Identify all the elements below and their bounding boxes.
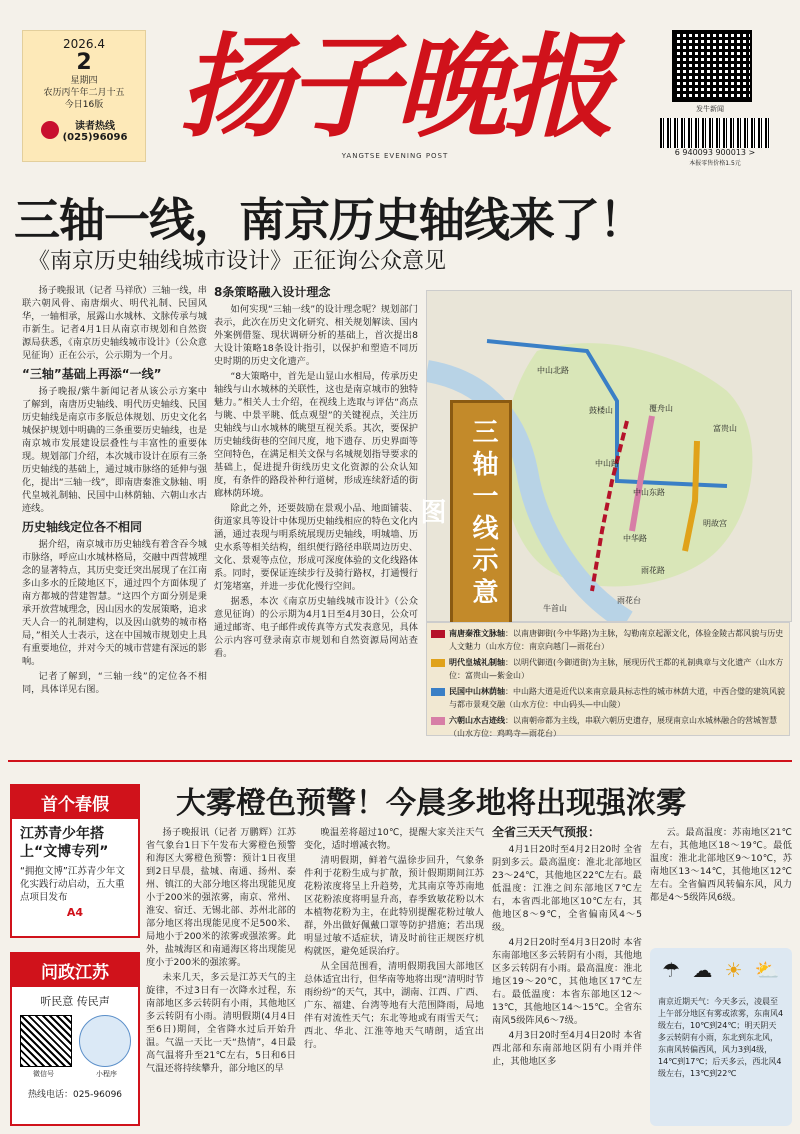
fog-article-col4 <box>650 826 792 944</box>
qr-label: 微信号 <box>33 1070 54 1078</box>
article-paragraph: 据悉，本次《南京历史轴线城市设计》（公众意见征询）的公示期为4月1日至4月30日，公众可通过邮寄、电子邮件或传真等方式发表意见，具体公示内容可登录南京市规划和自然资源局网站查看。 <box>214 596 418 659</box>
article-paragraph: 未来几天，多云是江苏天气的主旋律，不过3日有一次降水过程，东南部地区多云转阴有小雨，其他地区多云转阴有小雨。清明假期(4月4日至6日)期间，全省降水过后开始升温。气温一天比一天“热情”，4日最高气温将升至21℃左右，5日和6日气温还将持续攀升，部分地区的早 <box>146 972 296 1074</box>
article-paragraph: 据介绍，南京城市历史轴线有着含吞今城市脉络，呼应山水城林格局，交融中西营城理念的显著特点，其历史变迁突出展现了在江南多山多水的丘陵地区下，通过四个方面体现了南方都城的营建智慧。“这四个方面分别是秉承开放营城理念，因山因水的发展策略，追求天人合一的礼制建构，以及因山就势的城市格局，”相关人士表示，这在中国城市规划史上具有重要地位，并对今天的城市营建有深远的影响。 <box>22 539 207 667</box>
price-label: 本报零售价格1.5元 <box>689 160 741 167</box>
qr-code-label: 发牛新闻 <box>696 105 724 113</box>
article-paragraph: 扬子晚报/紫牛新闻记者从该公示方案中了解到，南唐历史轴线、明代历史轴线、民国历史轴线是南京市多版总体规划、历史文化名城保护规划中明确的三条重要历史轴线，也是南京城市发展建设层叠性与丰富性的重要体现。规划部门介绍，本次城市设计在原有三条历史轴线的基础上，通过城市脉络的延伸与强化，提出“三轴一线”，即南唐秦淮文脉轴、明代皇城礼制轴、民国中山林荫轴、六朝山水古迹线。 <box>22 386 207 514</box>
lead-article-col1 <box>22 284 207 754</box>
partly-sunny-icon: ⛅ <box>754 958 780 982</box>
article-paragraph: 云。最高温度：苏南地区21℃左右，其他地区18～19℃。最低温度：淮北北部地区9～10℃，苏南地区13～14℃，其他地区12℃左右。全省偏西风转偏东风，风力都是4～5级阵风6级。 <box>650 827 792 903</box>
article-paragraph: 4月2日20时至4月3日20时 本省东南部地区多云转阴有小雨，其他地区多云转阴有小雨。最高温度：淮北地区19～20℃，其他地区17℃左右。最低温度：本省东部地区12～13℃，其他地区14～15℃。全省东南风5级阵风6～7级。 <box>492 937 642 1026</box>
map-label: 雨花台 <box>617 596 641 605</box>
hotline-label: 读者热线 <box>75 121 115 132</box>
promo-tag: 首个春假 <box>12 786 138 819</box>
legend-swatch <box>431 659 445 667</box>
newspaper-logo-icon <box>41 121 59 139</box>
date-lunar: 农历丙午年二月十五 <box>43 88 125 98</box>
article-paragraph: 除此之外，还要鼓励在景观小品、地面铺装、街道家具等设计中体现历史轴线相应的特色文化内涵，通过表现与明系统展现历史轴线，明城墙、历史水系等相关结构，组织便行路径串联周边历史、文化、景观等点位，形成可深度体验的文化线路体系。同时，要保证连续步行及骑行路权，打通慢行灯笼堵塞，并进一步优化慢行空间。 <box>214 503 418 592</box>
section-heading: 历史轴线定位各不相同 <box>22 520 143 534</box>
masthead-title: 扬子晚报 <box>179 22 611 153</box>
sun-icon: ☀ <box>724 958 743 982</box>
weather-card <box>650 948 792 1126</box>
map-label: 鼓楼山 <box>589 406 613 415</box>
rain-icon: ☂ <box>662 958 681 982</box>
legend-entry: 明代皇城礼制轴：以明代御道(今御道街)为主脉，展现历代王都的礼制典章与文化遗产（山水方位：富贵山—紫金山） <box>431 656 785 682</box>
article-paragraph: 4月3日20时至4月4日20时 本省西北部和东南部地区阴有小雨并伴止，其他地区多 <box>492 1030 642 1067</box>
promo-page: A4 <box>66 906 84 919</box>
date-weekday: 星期四 <box>70 76 98 86</box>
hotline-number: (025)96096 <box>62 132 128 143</box>
date-year-month: 2026.4 <box>63 37 105 51</box>
fog-article-col1 <box>146 826 296 1126</box>
map-label: 明故宫 <box>703 519 727 528</box>
masthead <box>150 18 640 168</box>
section-heading: 全省三天天气预报： <box>492 826 601 839</box>
fog-article-col3 <box>492 826 642 1126</box>
map-label: 富贵山 <box>713 424 737 433</box>
section-heading: “三轴”基础上再添“一线” <box>22 367 162 381</box>
cloud-icon: ☁ <box>692 958 713 982</box>
miniprogram-qr-icon[interactable] <box>79 1015 131 1067</box>
article-paragraph: 如何实现“三轴一线”的设计理念呢？规划部门表示，此次在历史文化研究、相关规划解读、国内外案例借鉴、现状调研分析的基础上，首次提出8大设计策略18条设计指引，以保护和塑造不同历史时期的历史文化遗产。 <box>214 304 418 367</box>
article-paragraph: 晚温差将超过10℃，提醒大家关注天气变化，适时增减衣物。 <box>304 827 484 851</box>
article-paragraph: 扬子晚报讯（记者 马祥欣）三轴一线，串联六朝风骨、南唐烟火、明代礼制、民国风华，一轴相承，展露山水城林、文脉传承与城市新生。记者4月1日从南京市规划和自然资源局获悉，《南京历史轴线城市设计》（公众意见征询）正在公示，公示期为一个月。 <box>22 285 207 361</box>
hotline <box>23 117 145 143</box>
barcode-number: 6 940093 900013 > <box>674 148 756 157</box>
article-paragraph: 扬子晚报讯（记者 万鹏辉）江苏省气象台1日下午发布大雾橙色预警和海区大雾橙色预警：预计1日夜里到2日早晨，盐城、南通、扬州、泰州、镇江的大部分地区将出现能见度小于200米的强浓雾，南京、常州、淮安、宿迁、无锡北部、苏州北部的部分地区将出现能见度不足500米、局地小于200米的浓雾或强浓雾。此外，盐城海区和南通海区将出现能见度小于200米的强浓雾。 <box>146 827 296 968</box>
article-paragraph: 记者了解到，“三轴一线”的定位各不相同，具体详见右图。 <box>22 671 207 695</box>
qr-code-icon[interactable] <box>672 30 752 102</box>
map-label: 中山路 <box>595 459 619 468</box>
promo-tag: 问政江苏 <box>12 954 138 987</box>
promo-slogan: 听民意 传民声 <box>40 995 110 1008</box>
lead-headline: 三轴一线，南京历史轴线来了！ <box>14 193 644 247</box>
section-heading: 8条策略融入设计理念 <box>214 286 331 299</box>
promo-wenzheng[interactable] <box>10 952 140 1126</box>
map-title: 三轴一线示意图 <box>450 400 512 628</box>
promo-phone: 热线电话：025-96096 <box>27 1090 123 1100</box>
wechat-qr-icon[interactable] <box>20 1015 72 1067</box>
weather-text: 南京近期天气：今天多云，凌晨至上午部分地区有雾或浓雾，东南风4级左右，10℃到24℃；明天阴天多云转阴有小雨，东北到东北风，东南风转偏西风，风力3到4级，14℃到17℃；后天多云，西北风4级左右，13℃到22℃ <box>658 997 784 1078</box>
article-paragraph: “8大策略中，首先是山显山水相局，传承历史轴线与山水城林的关联性，这也是南京城市的独特魅力。”相关人士介绍，在视线上选取与评估“高点与眺、中景平眺、低点观望”的关键视点，关注历史轴线与山水城林的眺望互视关系。其次，要保护历史轴线街巷的空间尺度，地下遗存、历史界面等空间特色，在满足相关文保与名城规划指导要求的基础上，促进提升街线历史文化资源的公众认知度，有条件的路段补种行道树，形成连续舒适的街廊林荫环境。 <box>214 371 418 499</box>
fog-article-col2 <box>304 826 484 1126</box>
fog-headline: 大雾橙色预警！今晨多地将出现强浓雾 <box>176 786 686 821</box>
section-divider <box>8 760 792 762</box>
map-label: 雨花路 <box>641 566 665 575</box>
article-paragraph: 从全国范围看，清明假期我国大部地区总体适宜出行，但华南等地将出现“清明时节雨纷纷”的天气，其中，湖南、江西、广西、广东、福建、台湾等地有大范围降雨，局地伴有对流性天气；东北等地或有雨雪天气；西北、华北、江淮等地天气晴朗，适宜出行。 <box>304 961 484 1050</box>
legend-entry: 民国中山林荫轴：中山路大道是近代以来南京最具标志性的城市林荫大道，中西合璧的建筑风貌与都市景观交融（山水方位：中山码头—中山陵） <box>431 685 785 711</box>
map-legend <box>426 622 790 736</box>
legend-entry: 南唐秦淮文脉轴：以南唐御街(今中华路)为主脉，勾勒南京起源文化，体验金陵古都风貌与历史人文魅力（山水方位：南京向越门—雨花台） <box>431 627 785 653</box>
map-label: 中山东路 <box>633 488 665 497</box>
promo-body: “拥抱文博”江苏青少年文化实践行动启动，五大重点项目发布 <box>20 866 125 903</box>
legend-swatch <box>431 688 445 696</box>
map-label: 牛首山 <box>543 604 567 613</box>
map-label: 覆舟山 <box>649 404 673 413</box>
barcode-icon <box>660 118 770 148</box>
date-edition: 今日16版 <box>64 100 104 110</box>
promo-title: 江苏青少年搭上“文博专列” <box>20 826 109 860</box>
lead-article-col2 <box>214 286 418 754</box>
legend-swatch <box>431 717 445 725</box>
qr-label: 小程序 <box>96 1070 117 1078</box>
date-block <box>22 30 146 162</box>
promo-spring-break[interactable] <box>10 784 140 938</box>
article-paragraph: 4月1日20时至4月2日20时 全省阴到多云。最高温度：淮北北部地区23～24℃，其他地区22℃左右。最低温度：江淮之间东部地区7℃左右，本省西北部地区10℃左右，其他地区8～9℃，全省偏南风4～5级。 <box>492 844 642 933</box>
date-day: 2 <box>76 50 92 75</box>
article-paragraph: 清明假期，鲜着气温徐步回升，气象条件利于花粉生成与扩散，预计假期期间江苏花粉浓度将呈上升趋势，尤其南京等苏南地区花粉浓度将明显升高，春季致敏花粉以木本植物花粉为主，在此特别提醒花粉过敏人群，外出做好佩戴口罩等防护措施；若出现明显过敏不适症状，请及时前往正规医疗机构就医，避免延误治疗。 <box>304 855 484 957</box>
legend-entry: 六朝山水古迹线：以南朝帝都为主线，串联六朝历史遗存，展现南京山水城林融合的营城智慧（山水方位：鸡鸣寺—雨花台） <box>431 714 785 740</box>
map-label: 中华路 <box>623 534 647 543</box>
lead-subhead: 《南京历史轴线城市设计》正征询公众意见 <box>28 249 447 274</box>
masthead-subtitle: YANGTSE EVENING POST <box>341 152 449 160</box>
map-label: 中山北路 <box>537 366 569 375</box>
map-city-area <box>503 343 752 586</box>
legend-swatch <box>431 630 445 638</box>
